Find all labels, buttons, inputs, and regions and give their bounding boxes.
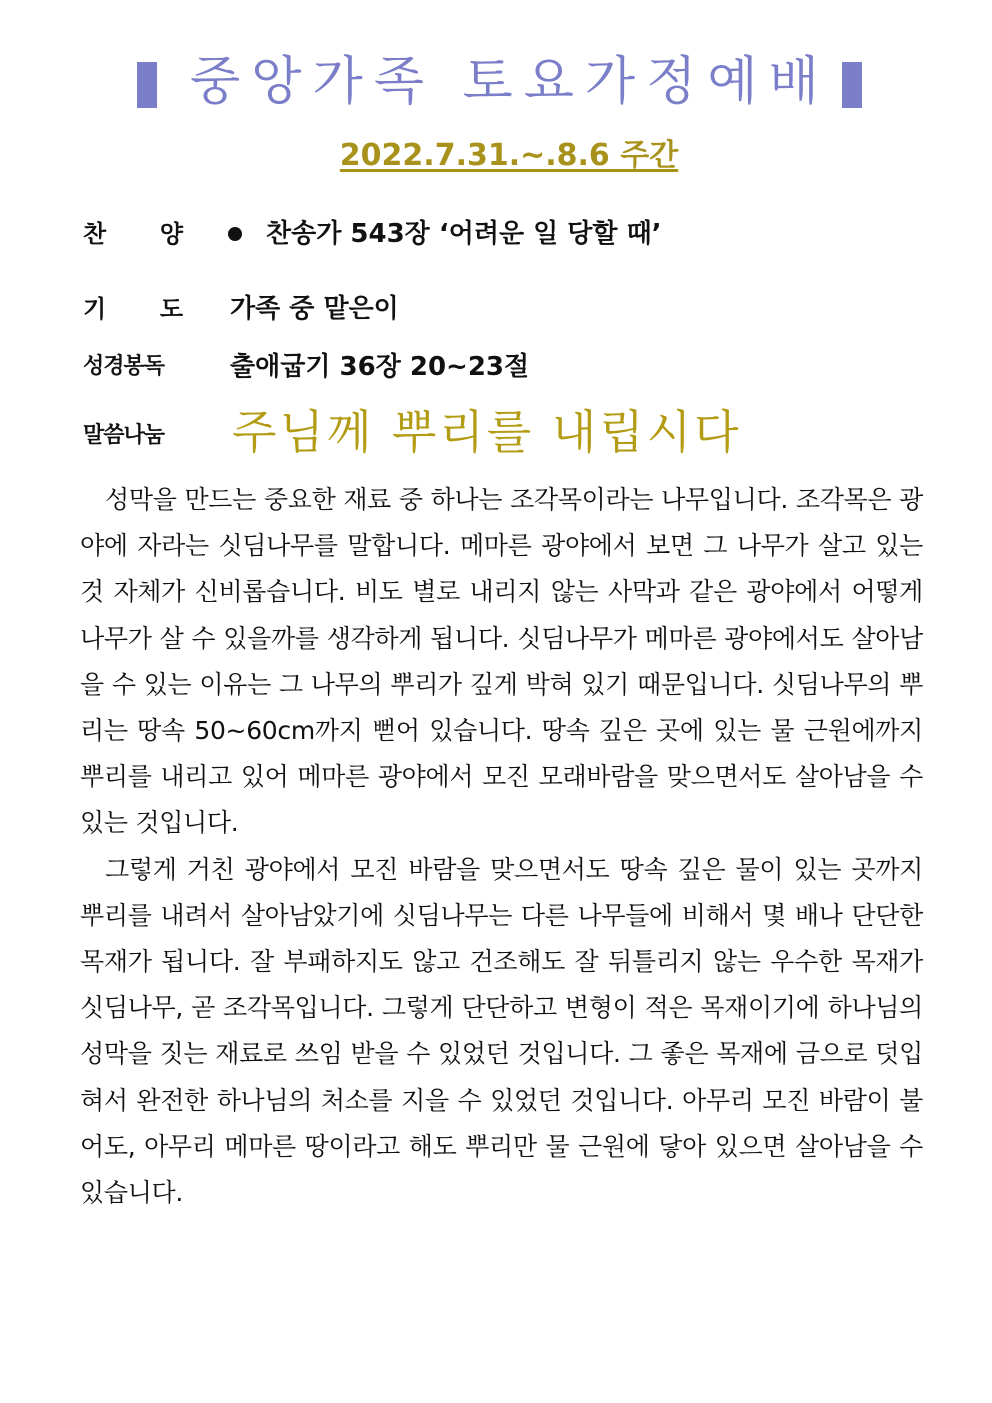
body-paragraph: 그렇게 거친 광야에서 모진 바람을 맞으면서도 땅속 깊은 물이 있는 곳까지 뿌리를 내려서 살아남았기에 싯딤나무는 다른 나무들에 비해서 몇 배나 단단한 목재가 됩니다. 잘 부패하지도 않고 건조해도 잘 뒤틀리지 않는 우수한 목재가 싯딤나무, 곧 조각목입니다. 그렇게 단단하고 변형이 적은 목재이기에 하나님의 성막을 짓는 재료로 쓰임 받을 수 있었던 것입니다. 그 좋은 목재에 금으로 덧입혀서 완전한 하나님의 처소를 지을 수 있었던 것입니다. 아무리 모진 바람이 불어도, 아무리 메마른 땅이라고 해도 뿌리만 물 근원에 닿아 있으면 살아남을 수 있습니다.	[80, 854, 923, 1208]
sermon-label: 말씀나눔	[83, 423, 165, 448]
week-date: 2022.7.31.~.8.6 주간	[339, 138, 679, 173]
prayer-value: 가족 중 맡은이	[230, 294, 399, 324]
title-bar-left	[137, 62, 157, 108]
reading-value: 출애굽기 36장 20~23절	[230, 352, 530, 382]
prayer-label	[83, 287, 183, 331]
sermon-title: 주님께 뿌리를 내립시다	[232, 405, 742, 459]
body-paragraph: 성막을 만드는 중요한 재료 중 하나는 조각목이라는 나무입니다. 조각목은 광야에 자라는 싯딤나무를 말합니다. 메마른 광야에서 보면 그 나무가 살고 있는 것 자체가 신비롭습니다. 비도 별로 내리지 않는 사막과 같은 광야에서 어떻게 나무가 살 수 있을까를 생각하게 됩니다. 싯딤나무가 메마른 광야에서도 살아남을 수 있는 이유는 그 나무의 뿌리가 깊게 박혀 있기 때문입니다. 싯딤나무의 뿌리는 땅속 50~60cm까지 뻗어 있습니다. 땅속 깊은 곳에 있는 물 근원에까지 뿌리를 내리고 있어 메마른 광야에서 모진 모래바람을 맞으면서도 살아남을 수 있는 것입니다.	[80, 485, 923, 838]
praise-label	[83, 212, 183, 256]
title-bar-right	[842, 62, 862, 108]
reading-label: 성경봉독	[83, 354, 165, 379]
praise-value: 찬송가 543장 ‘어려운 일 당할 때’	[266, 219, 662, 249]
bullet-icon	[228, 227, 242, 241]
sermon-body	[80, 477, 923, 1216]
page-title: 중앙가족 토요가정예배	[190, 52, 830, 112]
praise-label-a: 찬	[83, 220, 107, 248]
title-row	[0, 44, 992, 120]
prayer-label-b: 도	[159, 295, 183, 323]
praise-label-b: 양	[159, 220, 183, 248]
prayer-label-a: 기	[83, 295, 107, 323]
